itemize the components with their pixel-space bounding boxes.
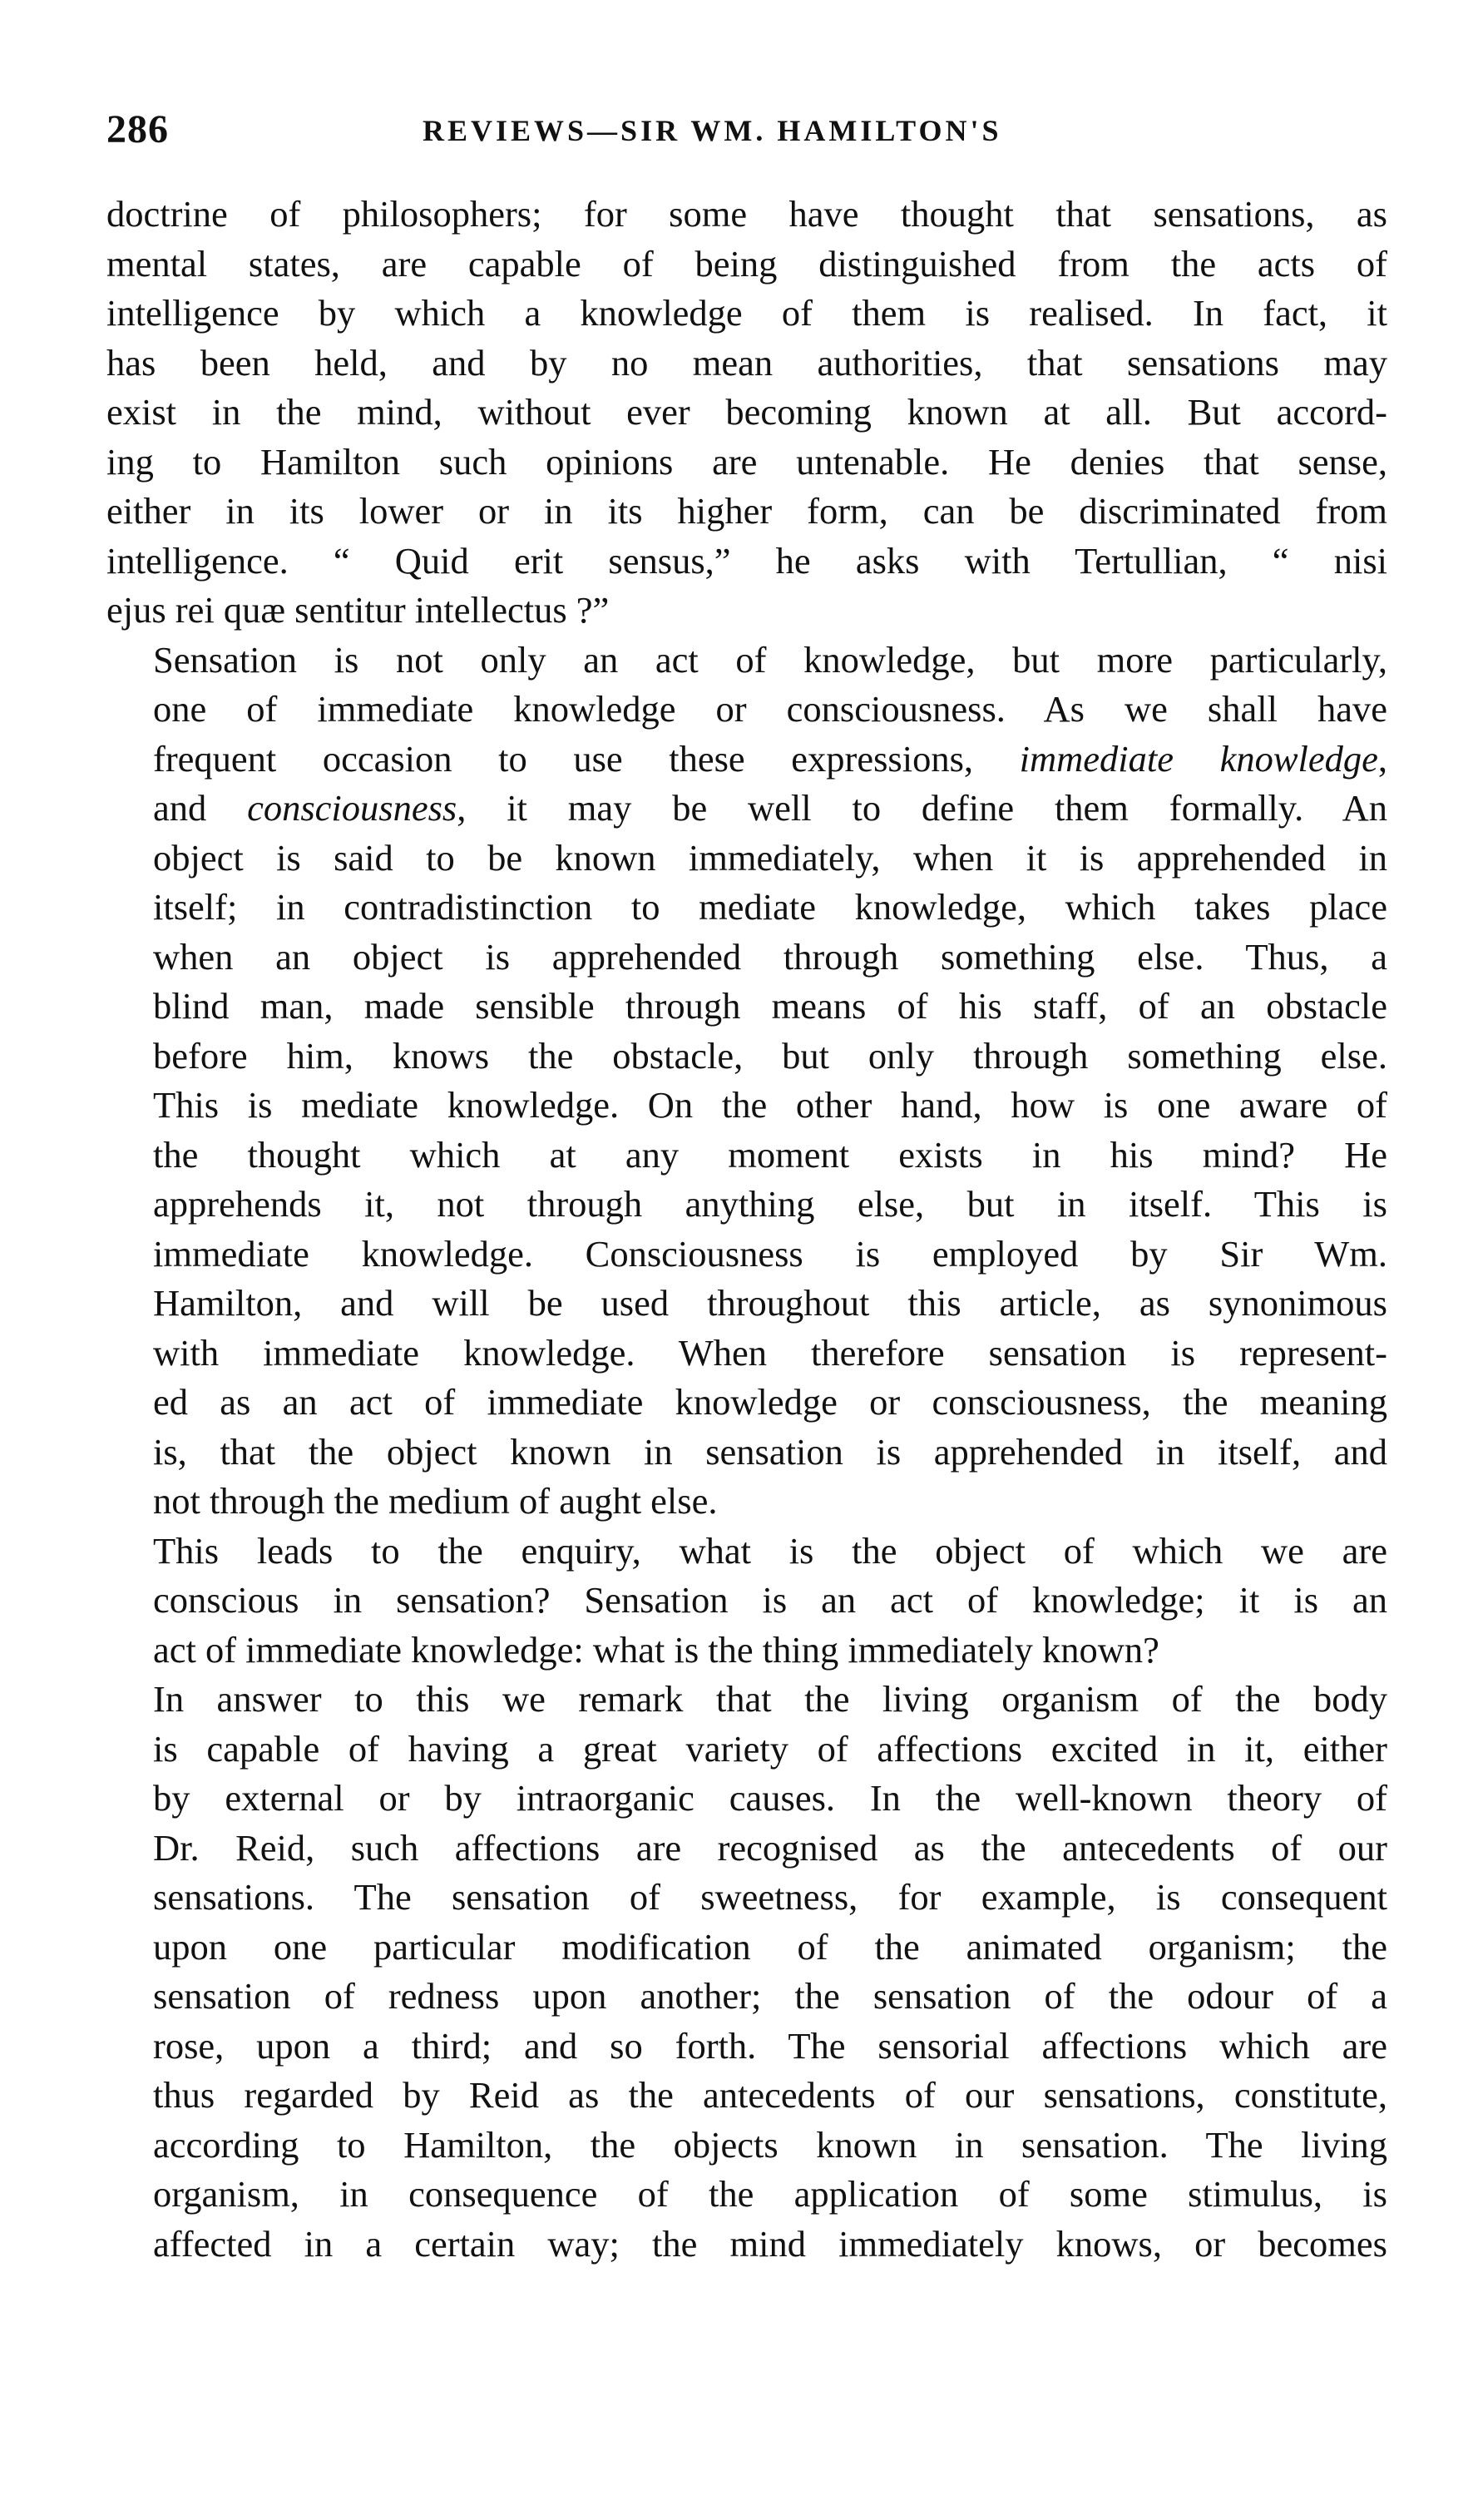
text-line: sensation of redness upon another; the sensation of the odour of a (153, 1975, 1387, 2017)
text-line: with immediate knowledge. When therefore sensation is represent- (153, 1331, 1387, 1374)
text-line: before him, knows the obstacle, but only through something else. (153, 1034, 1387, 1077)
text-line: by external or by intraorganic causes. In the well-known theory of (153, 1777, 1387, 1819)
text-line: rose, upon a third; and so forth. The sensorial affections which are (153, 2024, 1387, 2067)
text-line: frequent occasion to use these expressions, immediate knowledge, (153, 737, 1387, 780)
text-line: sensations. The sensation of sweetness, for example, is consequent (153, 1876, 1387, 1918)
text-line: not through the medium of aught else. (153, 1480, 718, 1522)
text-line: the thought which at any moment exists in his mind? He (153, 1133, 1387, 1176)
page-number: 286 (106, 107, 169, 151)
text-line: when an object is apprehended through something else. Thus, a (153, 935, 1387, 978)
text-line: is capable of having a great variety of affections excited in it, either (153, 1727, 1387, 1770)
text-line: Hamilton, and will be used throughout this article, as synonimous (153, 1282, 1387, 1324)
body-text (106, 190, 1387, 2269)
text-line: organism, in consequence of the application of some stimulus, is (153, 2173, 1387, 2215)
emphasized-term: immediate knowledge (1019, 737, 1378, 780)
text-line: immediate knowledge. Consciousness is employed by Sir Wm. (153, 1232, 1387, 1275)
text-line: intelligence by which a knowledge of them is realised. In fact, it (106, 292, 1387, 334)
text-line: Dr. Reid, such affections are recognised as the antecedents of our (153, 1826, 1387, 1869)
text-line: apprehends it, not through anything else, but in itself. This is (153, 1183, 1387, 1225)
text-line: one of immediate knowledge or consciousness. As we shall have (153, 688, 1387, 730)
emphasized-term: consciousness (247, 787, 457, 829)
text-line: Sensation is not only an act of knowledge, but more particularly, (153, 638, 1387, 681)
text-line: mental states, are capable of being distinguished from the acts of (106, 242, 1387, 285)
text-line: thus regarded by Reid as the antecedents of our sensations, constitute, (153, 2074, 1387, 2116)
text-line: exist in the mind, without ever becoming known at all. But accord- (106, 391, 1387, 433)
text-line: conscious in sensation? Sensation is an act of knowledge; it is an (153, 1579, 1387, 1621)
text-line: ing to Hamilton such opinions are untenable. He denies that sense, (106, 440, 1387, 483)
text-line: act of immediate knowledge: what is the thing immediately known? (153, 1628, 1159, 1671)
text-line: either in its lower or in its higher form, can be discriminated from (106, 490, 1387, 532)
text-line: and consciousness, it may be well to define them formally. An (153, 787, 1387, 829)
text-line: is, that the object known in sensation is apprehended in itself, and (153, 1430, 1387, 1473)
text-line: ejus rei quæ sentitur intellectus ?” (106, 589, 610, 631)
text-line: blind man, made sensible through means of his staff, of an obstacle (153, 985, 1387, 1027)
text-line: In answer to this we remark that the living organism of the body (153, 1678, 1387, 1720)
running-title: REVIEWS—SIR WM. HAMILTON'S (423, 114, 1002, 147)
text-line: according to Hamilton, the objects known in sensation. The living (153, 2123, 1387, 2166)
text-line: doctrine of philosophers; for some have thought that sensations, as (106, 193, 1387, 235)
paragraph-1 (106, 190, 1387, 636)
text-line: ed as an act of immediate knowledge or consciousness, the meaning (153, 1381, 1387, 1423)
text-line: has been held, and by no mean authorities, that sensations may (106, 341, 1387, 384)
text-line: affected in a certain way; the mind immediately knows, or becomes (153, 2222, 1387, 2265)
text-line: intelligence. “ Quid erit sensus,” he asks with Tertullian, “ nisi (106, 539, 1387, 582)
paragraph-4 (106, 1675, 1387, 2269)
text-line: This is mediate knowledge. On the other hand, how is one aware of (153, 1084, 1387, 1126)
text-line: object is said to be known immediately, when it is apprehended in (153, 836, 1387, 879)
text-line: itself; in contradistinction to mediate knowledge, which takes place (153, 886, 1387, 928)
running-head (106, 106, 1387, 156)
paragraph-3 (106, 1527, 1387, 1676)
paragraph-2 (106, 636, 1387, 1527)
text-line: upon one particular modification of the animated organism; the (153, 1925, 1387, 1968)
text-line: This leads to the enquiry, what is the object of which we are (153, 1529, 1387, 1572)
